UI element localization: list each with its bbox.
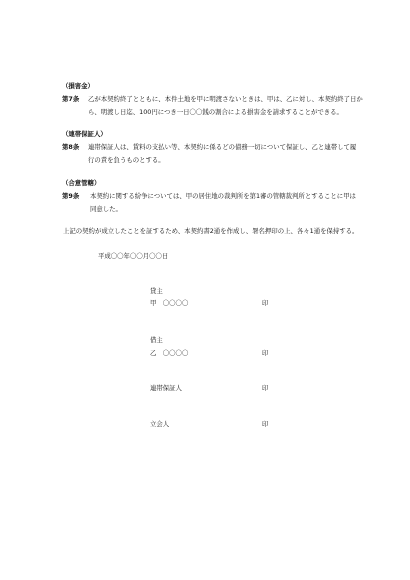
witness-seal: 印	[262, 420, 269, 428]
article-7-line-1: 乙が本契約終了とともに、本件土地を甲に明渡さないときは、甲は、乙に対し、本契約終了日か	[88, 95, 363, 103]
article-8-heading: （連帯保証人）	[62, 130, 107, 138]
guarantor-seal: 印	[262, 384, 269, 392]
article-9-line-2: 同意した。	[90, 205, 122, 213]
guarantor-label: 連帯保証人	[150, 384, 182, 392]
lessee-name: 乙 〇〇〇〇	[150, 349, 189, 357]
article-8-number: 第8条	[62, 143, 80, 151]
lessor-name: 甲 〇〇〇〇	[150, 299, 189, 307]
article-9-heading: （合意管轄）	[62, 179, 101, 187]
lessee-seal: 印	[262, 349, 269, 357]
closing-statement: 上記の契約が成立したことを証するため、本契約書2通を作成し、署名押印の上、各々1通を保持する。	[63, 227, 359, 235]
article-7-line-2: ら、明渡し日迄、100円につき一日〇〇銭の割合による損害金を請求することができる。	[88, 108, 343, 116]
article-8-line-2: 行の責を負うものとする。	[88, 156, 165, 164]
article-9-number: 第9条	[62, 192, 80, 200]
article-7-heading: （損害金）	[62, 82, 94, 90]
article-8-line-1: 連帯保証人は、賃料の支払い等、本契約に係るどの債務一切について保証し、乙と連帯して履	[88, 143, 357, 151]
lessee-title: 借主	[150, 336, 163, 344]
contract-date: 平成〇〇年〇〇月〇〇日	[98, 252, 169, 260]
lessor-seal: 印	[262, 299, 269, 307]
lessor-title: 貸主	[150, 287, 163, 295]
witness-label: 立会人	[150, 420, 170, 428]
article-9-line-1: 本契約に関する紛争については、甲の居住地の裁判所を第1審の管轄裁判所とすることに甲は	[90, 192, 356, 200]
article-7-number: 第7条	[62, 95, 80, 103]
